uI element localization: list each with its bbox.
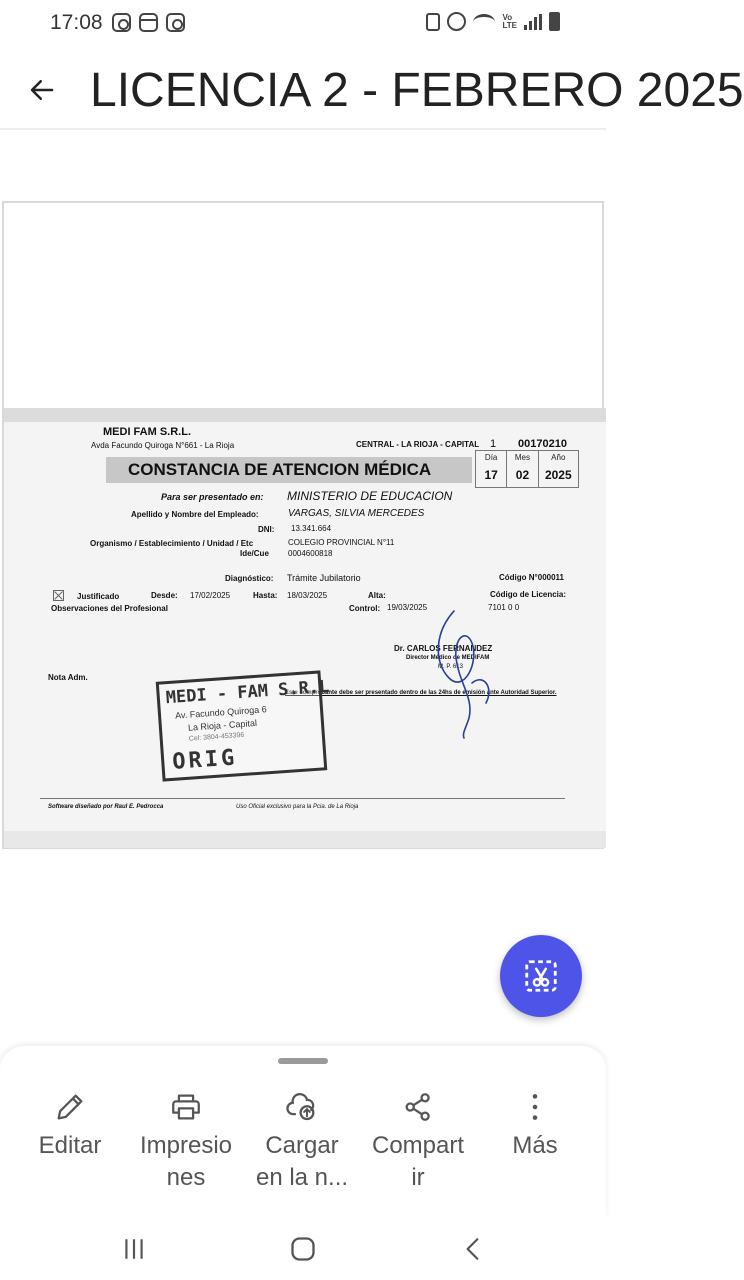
alta-label: Alta: bbox=[368, 591, 386, 600]
employee-label: Apellido y Nombre del Empleado: bbox=[131, 510, 259, 519]
more-vertical-icon bbox=[518, 1090, 552, 1124]
doctor-role: Director Médico de MEDIFAM bbox=[406, 655, 490, 661]
volte-icon: Vo LTE bbox=[502, 12, 517, 30]
company-address: Avda Facundo Quiroga N°661 - La Rioja bbox=[91, 441, 235, 450]
alarm-icon bbox=[447, 12, 466, 31]
to-label: Hasta: bbox=[253, 591, 278, 600]
company-name: MEDI FAM S.R.L. bbox=[103, 426, 191, 438]
system-navigation-bar bbox=[0, 1218, 606, 1280]
idecue-value: 0004600818 bbox=[288, 549, 333, 558]
calendar-notification-icon bbox=[139, 13, 158, 32]
nota-adm-label: Nota Adm. bbox=[48, 673, 88, 682]
upload-button[interactable]: Cargar en la n... bbox=[242, 1090, 362, 1210]
notice-text: Este comprobante debe ser presentado dentro de las 24hs de emisión ante Autoridad Superior. bbox=[285, 690, 557, 696]
lock-icon bbox=[426, 13, 440, 31]
pencil-icon bbox=[53, 1090, 87, 1124]
more-button[interactable]: Más bbox=[475, 1090, 595, 1210]
stamp-line-5: ORIG bbox=[171, 745, 239, 775]
status-notification-icons bbox=[112, 13, 185, 32]
stamp-line-2: Av. Facundo Quiroga 6 bbox=[174, 704, 267, 721]
justified-label: Justificado bbox=[77, 592, 120, 601]
certificate-title: CONSTANCIA DE ATENCION MÉDICA bbox=[128, 460, 432, 479]
certificate-title-bar bbox=[106, 457, 472, 483]
doctor-mp: M. P. 613 bbox=[438, 664, 463, 670]
code-label: Código N°000011 bbox=[499, 573, 564, 582]
series-number: 1 bbox=[490, 438, 497, 450]
share-button[interactable]: Compart ir bbox=[358, 1090, 478, 1210]
printer-icon bbox=[169, 1090, 203, 1124]
home-icon bbox=[289, 1235, 317, 1263]
app-bar bbox=[0, 52, 744, 130]
branch-label: CENTRAL - LA RIOJA - CAPITAL bbox=[356, 440, 480, 449]
recent-apps-button[interactable] bbox=[112, 1232, 156, 1266]
control-value: 19/03/2025 bbox=[387, 603, 428, 612]
footer-divider bbox=[40, 798, 565, 799]
status-system-icons bbox=[426, 12, 560, 31]
stamp-line-4: Cel: 3804-453396 bbox=[188, 731, 245, 743]
date-day: Día 17 bbox=[476, 451, 507, 487]
instagram-icon bbox=[112, 13, 131, 32]
from-value: 17/02/2025 bbox=[190, 591, 231, 600]
date-year: Año 2025 bbox=[544, 453, 572, 482]
page-title: LICENCIA 2 - FEBRERO 2025 bbox=[90, 64, 744, 117]
observations-label: Observaciones del Profesional bbox=[51, 604, 168, 613]
arrow-left-icon bbox=[27, 75, 57, 105]
doctor-signature bbox=[424, 603, 514, 743]
diagnosis-value: Trámite Jubilatorio bbox=[287, 573, 361, 583]
license-code-label: Código de Licencia: bbox=[490, 590, 567, 599]
document-viewer[interactable] bbox=[0, 132, 606, 1048]
edit-button[interactable]: Editar bbox=[10, 1090, 130, 1210]
employee-value: VARGAS, SILVIA MERCEDES bbox=[288, 508, 425, 519]
diagnosis-label: Diagnóstico: bbox=[225, 574, 274, 583]
document-number: 00170210 bbox=[518, 438, 567, 450]
dni-value: 13.341.664 bbox=[291, 524, 332, 533]
footer-left: Software diseñado por Raul E. Pedrocca bbox=[48, 804, 164, 810]
footer-right: Uso Oficial exclusivo para la Pcia. de La Rioja bbox=[236, 804, 359, 810]
company-stamp bbox=[156, 670, 328, 781]
to-value: 18/03/2025 bbox=[287, 591, 328, 600]
cloud-upload-icon bbox=[285, 1090, 319, 1124]
license-code-value: 7101 0 0 bbox=[488, 603, 520, 612]
justified-checkbox bbox=[53, 590, 64, 601]
scan-edge bbox=[4, 831, 606, 848]
drag-handle[interactable] bbox=[278, 1058, 328, 1064]
date-box bbox=[475, 450, 579, 488]
recent-apps-icon bbox=[121, 1236, 147, 1262]
status-time: 17:08 bbox=[50, 11, 103, 34]
stamp-line-1: MEDI - FAM S.R.L bbox=[165, 676, 330, 709]
dni-label: DNI: bbox=[258, 525, 275, 534]
battery-icon bbox=[549, 12, 560, 31]
back-nav-button[interactable] bbox=[451, 1232, 495, 1266]
document-page[interactable] bbox=[2, 201, 604, 849]
presented-value: MINISTERIO DE EDUCACION bbox=[287, 489, 453, 503]
scan-crop-icon bbox=[522, 957, 560, 995]
idecue-label: Ide/Cue bbox=[240, 549, 269, 558]
stamp-line-3: La Rioja - Capital bbox=[187, 717, 258, 733]
status-bar bbox=[0, 0, 606, 48]
from-label: Desde: bbox=[151, 591, 178, 600]
back-button[interactable] bbox=[24, 72, 60, 108]
home-button[interactable] bbox=[281, 1232, 325, 1266]
back-nav-icon bbox=[460, 1236, 486, 1262]
bottom-action-sheet bbox=[0, 1046, 606, 1218]
instagram-icon bbox=[166, 13, 185, 32]
scanned-certificate bbox=[4, 408, 606, 848]
scan-crop-button[interactable] bbox=[500, 935, 582, 1017]
signal-icon bbox=[524, 14, 542, 30]
date-month: Mes 02 bbox=[507, 451, 538, 487]
presented-label: Para ser presentado en: bbox=[161, 492, 264, 502]
control-label: Control: bbox=[349, 604, 381, 613]
organization-value: COLEGIO PROVINCIAL N°11 bbox=[288, 538, 395, 547]
share-icon bbox=[401, 1090, 435, 1124]
print-button[interactable]: Impresio nes bbox=[126, 1090, 246, 1210]
scan-edge bbox=[4, 408, 606, 422]
organization-label: Organismo / Establecimiento / Unidad / Etc bbox=[90, 539, 254, 548]
doctor-name: Dr. CARLOS FERNANDEZ bbox=[394, 644, 493, 653]
wifi-icon bbox=[473, 14, 495, 30]
